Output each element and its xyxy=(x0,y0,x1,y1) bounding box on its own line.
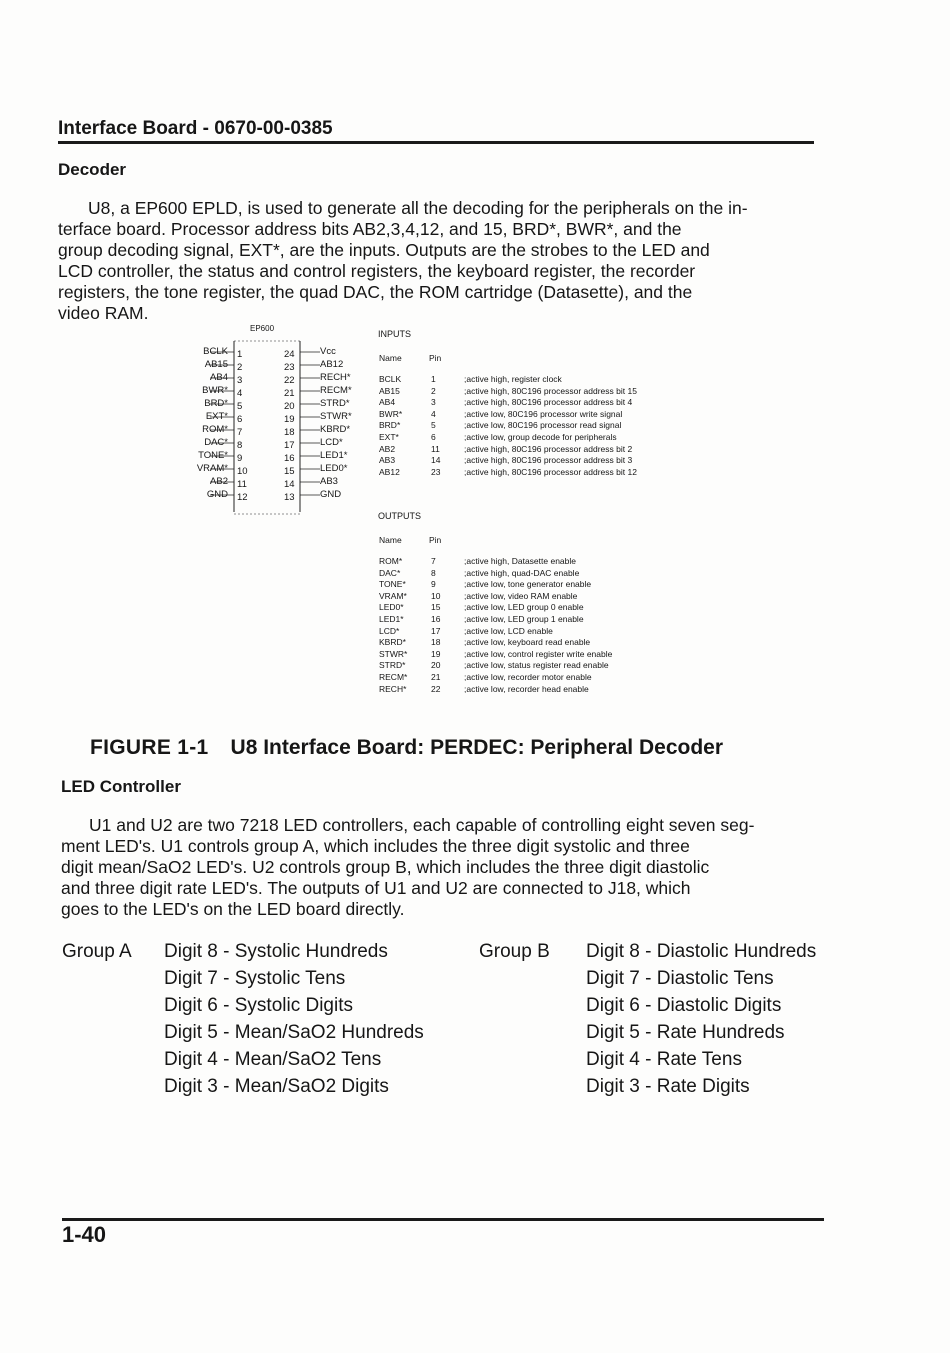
outputs-row-desc: ;active low, recorder motor enable xyxy=(464,672,592,682)
outputs-row-desc: ;active low, LED group 0 enable xyxy=(464,602,584,613)
outputs-row-pin: 8 xyxy=(431,567,436,578)
outputs-row-desc: ;active high, Datasette enable xyxy=(464,556,576,566)
chip-left-pin-label: BWR* xyxy=(202,385,228,396)
decoder-line: video RAM. xyxy=(58,303,149,323)
chip-right-pin-number: 14 xyxy=(284,479,295,490)
outputs-row-desc: ;active low, control register write enable xyxy=(464,648,613,659)
led-line: U1 and U2 are two 7218 LED controllers, each capable of controlling eight seven seg- xyxy=(89,815,755,835)
inputs-row-name: EXT* xyxy=(379,432,399,442)
group-b-digit: Digit 8 - Diastolic Hundreds xyxy=(586,941,817,962)
decoder-line: U8, a EP600 EPLD, is used to generate all the decoding for the peripherals on the in- xyxy=(88,198,748,218)
group-a-digit: Digit 4 - Mean/SaO2 Tens xyxy=(164,1049,382,1070)
outputs-row-desc: ;active low, keyboard read enable xyxy=(464,637,591,648)
outputs-row-pin: 10 xyxy=(431,590,441,601)
outputs-row-name: LED1* xyxy=(379,614,404,624)
figure-title: U8 Interface Board: PERDEC: Peripheral Decoder xyxy=(230,736,724,759)
inputs-row-name: AB15 xyxy=(379,385,400,396)
inputs-row-pin: 6 xyxy=(431,432,436,442)
outputs-row-pin: 21 xyxy=(431,672,441,682)
figure-caption xyxy=(90,736,723,760)
ep600-chip-diagram xyxy=(186,322,366,522)
chip-right-pin-number: 24 xyxy=(284,349,295,360)
outputs-row-desc: ;active low, tone generator enable xyxy=(464,579,592,590)
chip-left-pin-number: 10 xyxy=(237,466,248,477)
led-paragraph xyxy=(61,815,851,920)
chip-left-pin-label: ROM* xyxy=(202,424,228,435)
group-a-digit: Digit 3 - Mean/SaO2 Digits xyxy=(164,1076,389,1097)
chip-left-pin-label: EXT* xyxy=(205,411,228,422)
inputs-row-pin: 14 xyxy=(431,455,441,466)
inputs-row-desc: ;active high, 80C196 processor address bit 4 xyxy=(464,397,633,408)
chip-right-pin-label: STWR* xyxy=(320,411,352,422)
group-b-digit: Digit 5 - Rate Hundreds xyxy=(586,1022,785,1043)
chip-right-pin-number: 23 xyxy=(284,362,295,373)
group-b-label: Group B xyxy=(479,941,550,962)
decoder-heading: Decoder xyxy=(58,160,127,179)
chip-right-pin-label: LED1* xyxy=(320,450,348,461)
outputs-col-pin: Pin xyxy=(429,535,442,545)
header-rule xyxy=(58,141,814,144)
outputs-row-desc: ;active low, status register read enable xyxy=(464,660,609,671)
inputs-row-name: AB4 xyxy=(379,397,396,408)
inputs-row-pin: 1 xyxy=(431,374,436,384)
outputs-row-name: LCD* xyxy=(379,625,400,636)
chip-left-pin-label: DAC* xyxy=(204,437,228,448)
chip-left-pin-number: 5 xyxy=(237,401,243,412)
chip-left-pin-number: 2 xyxy=(237,362,243,373)
group-a-digit: Digit 7 - Systolic Tens xyxy=(164,968,346,989)
decoder-line: group decoding signal, EXT*, are the inputs. Outputs are the strobes to the LED and xyxy=(58,240,710,260)
inputs-title: INPUTS xyxy=(378,329,412,339)
decoder-paragraph xyxy=(58,198,848,324)
outputs-row-name: RECH* xyxy=(379,683,407,694)
inputs-row-desc: ;active low, 80C196 processor read signal xyxy=(464,420,622,431)
inputs-col-name: Name xyxy=(379,353,402,363)
chip-right-pin-number: 15 xyxy=(284,466,295,477)
chip-right-pin-label: GND xyxy=(320,489,342,500)
group-a-digit: Digit 5 - Mean/SaO2 Hundreds xyxy=(164,1022,424,1043)
chip-left-pin-number: 3 xyxy=(237,375,243,386)
chip-left-pin-label: VRAM* xyxy=(196,463,228,474)
outputs-row-name: ROM* xyxy=(379,556,403,566)
outputs-row-name: RECM* xyxy=(379,672,408,682)
group-b-digit: Digit 7 - Diastolic Tens xyxy=(586,968,774,989)
outputs-row-pin: 18 xyxy=(431,637,441,648)
outputs-col-name: Name xyxy=(379,535,402,545)
chip-left-pin-label: AB2 xyxy=(210,476,228,487)
inputs-row-name: AB2 xyxy=(379,443,396,454)
chip-right-pin-label: RECH* xyxy=(320,372,351,383)
inputs-row-desc: ;active high, 80C196 processor address bit 15 xyxy=(464,385,637,396)
chip-right-pin-label: AB12 xyxy=(320,359,344,370)
outputs-row-pin: 15 xyxy=(431,602,441,613)
group-b-digits xyxy=(586,938,816,1100)
outputs-row-pin: 19 xyxy=(431,648,441,659)
chip-left-pin-label: AB4 xyxy=(210,372,228,383)
decoder-line: LCD controller, the status and control registers, the keyboard register, the recorder xyxy=(58,261,696,281)
inputs-row-name: BRD* xyxy=(379,420,401,431)
decoder-line: registers, the tone register, the quad DAC, the ROM cartridge (Datasette), and the xyxy=(58,282,693,302)
chip-right-pin-label: LCD* xyxy=(320,437,343,448)
outputs-row-name: LED0* xyxy=(379,602,404,613)
group-b-digit: Digit 6 - Diastolic Digits xyxy=(586,995,782,1016)
group-a-digit: Digit 8 - Systolic Hundreds xyxy=(164,941,388,962)
group-a-label: Group A xyxy=(62,941,132,962)
chip-right-pin-number: 13 xyxy=(284,492,295,503)
chip-right-pin-number: 20 xyxy=(284,401,295,412)
inputs-row-desc: ;active low, 80C196 processor write signal xyxy=(464,408,623,419)
chip-left-pin-number: 8 xyxy=(237,440,243,451)
chip-right-pin-label: Vcc xyxy=(320,346,336,357)
chip-right-pin-number: 21 xyxy=(284,388,295,399)
chip-left-pin-number: 4 xyxy=(237,388,243,399)
inputs-row-pin: 11 xyxy=(431,443,440,454)
page-number: 1-40 xyxy=(62,1222,107,1247)
inputs-row-pin: 2 xyxy=(431,385,436,396)
inputs-row-desc: ;active low, group decode for peripherals xyxy=(464,432,617,442)
inputs-row-name: AB3 xyxy=(379,455,396,466)
inputs-row-pin: 5 xyxy=(431,420,436,431)
group-b-digit: Digit 3 - Rate Digits xyxy=(586,1076,750,1097)
inputs-col-pin: Pin xyxy=(429,353,442,363)
chip-left-pin-label: BCLK xyxy=(203,346,228,357)
outputs-row-name: KBRD* xyxy=(379,637,406,648)
chip-left-pin-number: 6 xyxy=(237,414,243,425)
chip-right-pin-number: 19 xyxy=(284,414,295,425)
chip-left-pin-number: 12 xyxy=(237,492,248,503)
outputs-row-desc: ;active high, quad-DAC enable xyxy=(464,567,580,578)
led-heading: LED Controller xyxy=(61,777,181,796)
chip-left-pin-number: 11 xyxy=(237,479,247,490)
outputs-row-desc: ;active low, LCD enable xyxy=(464,625,553,636)
outputs-row-name: STRD* xyxy=(379,660,406,671)
chip-left-pin-label: BRD* xyxy=(204,398,228,409)
led-line: digit mean/SaO2 LED's. U2 controls group B, which includes the three digit diastolic xyxy=(61,857,710,877)
led-line: ment LED's. U1 controls group A, which includes the three digit systolic and three xyxy=(61,836,690,856)
chip-right-pin-label: KBRD* xyxy=(320,424,351,435)
outputs-row-desc: ;active low, recorder head enable xyxy=(464,683,589,694)
outputs-row-name: VRAM* xyxy=(379,590,407,601)
outputs-row-name: TONE* xyxy=(379,579,406,590)
figure-label: FIGURE 1-1 xyxy=(90,736,209,759)
chip-left-pin-label: AB15 xyxy=(204,359,228,370)
outputs-title: OUTPUTS xyxy=(378,511,422,521)
decoder-line: terface board. Processor address bits AB2,3,4,12, and 15, BRD*, BWR*, and the xyxy=(58,219,682,239)
outputs-row-pin: 7 xyxy=(431,556,436,566)
chip-left-pin-label: GND xyxy=(206,489,228,500)
chip-left-pin-label: TONE* xyxy=(198,450,228,461)
inputs-table xyxy=(378,328,708,498)
chip-right-pin-label: LED0* xyxy=(320,463,348,474)
inputs-row-name: BCLK xyxy=(379,374,402,384)
outputs-row-desc: ;active low, video RAM enable xyxy=(464,590,578,601)
outputs-table xyxy=(378,510,708,715)
chip-name: EP600 xyxy=(250,324,275,333)
outputs-row-pin: 16 xyxy=(431,614,441,624)
outputs-row-name: DAC* xyxy=(379,567,401,578)
group-b-digit: Digit 4 - Rate Tens xyxy=(586,1049,742,1070)
chip-left-pin-number: 9 xyxy=(237,453,243,464)
inputs-row-name: AB12 xyxy=(379,466,400,477)
led-line: and three digit rate LED's. The outputs of U1 and U2 are connected to J18, which xyxy=(61,878,691,898)
footer-rule xyxy=(62,1218,824,1221)
chip-right-pin-number: 18 xyxy=(284,427,295,438)
outputs-row-pin: 22 xyxy=(431,683,441,694)
chip-right-pin-label: AB3 xyxy=(320,476,338,487)
inputs-row-desc: ;active high, 80C196 processor address bit 2 xyxy=(464,443,633,454)
inputs-row-pin: 23 xyxy=(431,466,441,477)
inputs-row-name: BWR* xyxy=(379,408,403,419)
led-line: goes to the LED's on the LED board directly. xyxy=(61,899,405,919)
page-title: Interface Board - 0670-00-0385 xyxy=(58,118,333,139)
inputs-row-desc: ;active high, 80C196 processor address bit 3 xyxy=(464,455,633,466)
chip-right-pin-label: STRD* xyxy=(320,398,350,409)
chip-left-pin-number: 1 xyxy=(237,349,243,360)
inputs-row-desc: ;active high, 80C196 processor address bit 12 xyxy=(464,466,637,477)
inputs-row-pin: 3 xyxy=(431,397,436,408)
chip-right-pin-number: 17 xyxy=(284,440,295,451)
chip-right-pin-number: 16 xyxy=(284,453,295,464)
inputs-row-pin: 4 xyxy=(431,408,436,419)
chip-right-pin-number: 22 xyxy=(284,375,295,386)
outputs-row-pin: 17 xyxy=(431,625,441,636)
chip-left-pin-number: 7 xyxy=(237,427,243,438)
chip-right-pin-label: RECM* xyxy=(320,385,352,396)
group-a-digit: Digit 6 - Systolic Digits xyxy=(164,995,353,1016)
outputs-row-desc: ;active low, LED group 1 enable xyxy=(464,614,584,624)
outputs-row-pin: 20 xyxy=(431,660,441,671)
outputs-row-name: STWR* xyxy=(379,648,408,659)
group-a-digits xyxy=(164,938,424,1100)
inputs-row-desc: ;active high, register clock xyxy=(464,374,562,384)
outputs-row-pin: 9 xyxy=(431,579,436,590)
